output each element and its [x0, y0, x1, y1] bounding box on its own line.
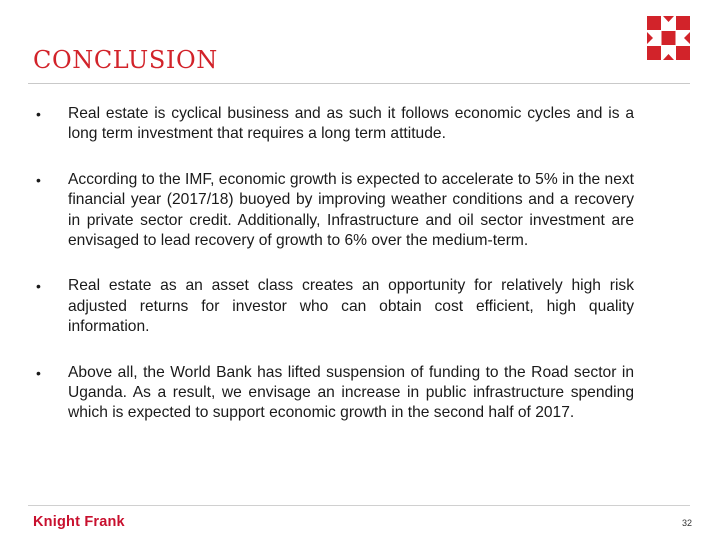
bullet-item	[36, 363, 634, 424]
bullet-text: According to the IMF, economic growth is expected to accelerate to 5% in the next financial year (2017/18) buoyed by improving weather conditions and a recovery in private sector credit. Additionally, Infrastructure and oil sector investment are envisaged to lead recovery of growth to 6% over the medium-term.	[68, 170, 635, 250]
title-divider	[28, 83, 690, 84]
footer-brand-logo: Knight Frank	[33, 514, 125, 530]
page-number: 32	[681, 518, 692, 528]
bullet-text: Real estate is cyclical business and as such it follows economic cycles and is a long term investment that requires a long term attitude.	[68, 105, 634, 143]
bullet-dot: •	[36, 278, 41, 295]
bullet-text: Real estate as an asset class creates an opportunity for relatively high risk adjusted returns for investor who can obtain cost efficient, high quality information.	[68, 277, 634, 336]
bullet-text: Above all, the World Bank has lifted suspension of funding to the Road sector in Uganda. As a result, we envisage an increase in public infrastructure spending which is expected to support economic growth in the second half of 2017.	[68, 363, 634, 422]
bullet-list	[36, 104, 634, 449]
bullet-item	[36, 276, 634, 337]
footer-divider	[28, 505, 690, 506]
slide-title: CONCLUSION	[33, 46, 218, 74]
bullet-dot: •	[36, 364, 41, 381]
bullet-item	[36, 104, 634, 145]
knight-frank-mark-icon	[647, 16, 690, 60]
bullet-dot: •	[36, 106, 41, 122]
bullet-dot: •	[36, 171, 41, 188]
bullet-item	[36, 170, 634, 252]
